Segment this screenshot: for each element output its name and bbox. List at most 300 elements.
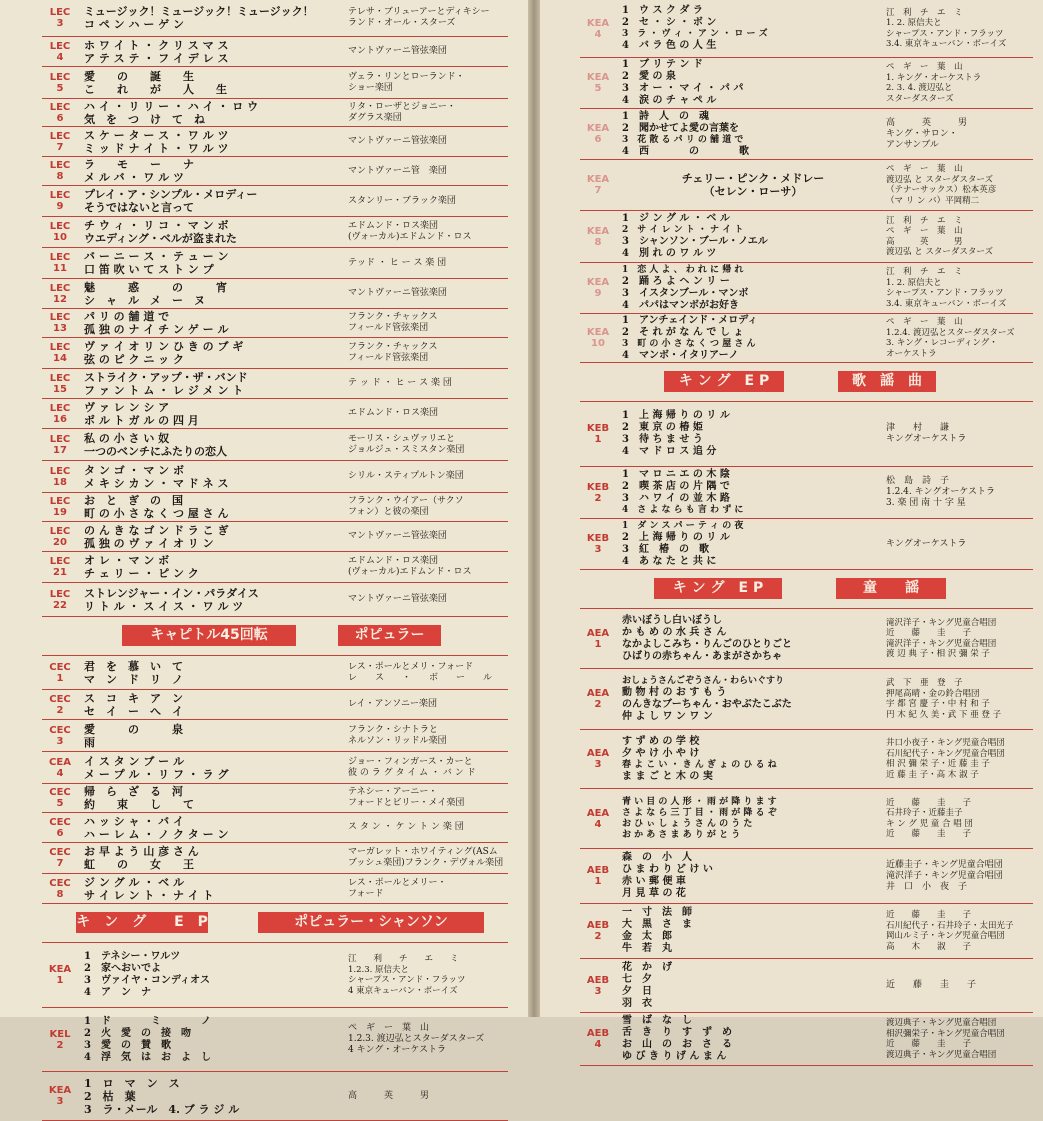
artist-credit bbox=[348, 784, 508, 812]
song-title: 3 待 ち ま せ う bbox=[622, 434, 703, 445]
catalog-number-part: 4 bbox=[594, 1039, 602, 1050]
song-title: 2 セ ・ シ ・ ボ ン bbox=[622, 17, 717, 28]
song-title: ひばりの赤ちゃん・あまがさかちゃ bbox=[622, 650, 782, 662]
catalog-number bbox=[580, 263, 616, 313]
song-title: 一 寸 法 師 bbox=[622, 907, 692, 918]
song-titles bbox=[84, 248, 346, 278]
artist-line: 1.2.3. 原信夫と bbox=[348, 964, 410, 975]
catalog-number bbox=[580, 467, 616, 518]
song-title: 3 ヴァイヤ・コンディオス bbox=[84, 975, 210, 986]
artist-line: 石川紀代子・石井玲子・太田光子 bbox=[886, 920, 1014, 931]
artist-credit bbox=[348, 461, 508, 492]
catalog-number-part: LEC bbox=[49, 160, 71, 171]
catalog-row bbox=[42, 309, 508, 338]
catalog-number-part: 3 bbox=[594, 985, 602, 997]
song-title: メ ル バ ・ ワ ル ツ bbox=[84, 171, 184, 184]
song-title: ハ ッ シ ャ ・ バ イ bbox=[84, 814, 184, 828]
catalog-number bbox=[42, 461, 78, 492]
artist-line: ジョルジュ・スミスタン楽団 bbox=[348, 444, 465, 455]
catalog-number-part: 1 bbox=[594, 638, 602, 650]
catalog-number-part: 7 bbox=[594, 185, 602, 196]
song-title: 3 シャンソン・ブール・ノエル bbox=[622, 236, 768, 247]
song-title: す ず め の 学 校 bbox=[622, 735, 700, 747]
artist-line: キングオーケストラ bbox=[886, 538, 967, 549]
artist-line: ペ ギ ー 葉 山 bbox=[886, 317, 963, 327]
catalog-row bbox=[580, 519, 1033, 570]
artist-line: テネシー・アーニー・ bbox=[348, 787, 438, 797]
song-title: 雨 bbox=[84, 735, 95, 749]
catalog-number-part: KEA bbox=[586, 174, 610, 185]
song-titles bbox=[84, 752, 346, 783]
king-ep-popular-chanson-header bbox=[42, 904, 508, 943]
catalog-number bbox=[42, 338, 78, 368]
song-titles bbox=[84, 67, 346, 98]
song-title: おしょうさんごぞうさん・わらいぐすり bbox=[622, 675, 785, 686]
song-title: 1 上 海 帰 り の リ ル bbox=[622, 410, 730, 421]
song-title: 3 ハ ワ イ の 並 木 路 bbox=[622, 493, 730, 504]
song-title: 4 パパはマンボがお好き bbox=[622, 299, 739, 311]
artist-line: ペ ギ ー 葉 山 bbox=[886, 164, 963, 174]
song-title: 花 か げ bbox=[622, 961, 672, 973]
artist-line: シリル・スティプルトン楽団 bbox=[348, 471, 464, 481]
song-title: 1 マ ロ ニ エ の 木 陰 bbox=[622, 469, 730, 480]
artist-line: 高 木 淑 子 bbox=[886, 941, 972, 952]
artist-line: フランク・チャックス bbox=[348, 312, 438, 322]
catalog-number-part: KEB bbox=[586, 423, 610, 434]
song-titles bbox=[84, 338, 346, 368]
catalog-number bbox=[42, 309, 78, 337]
artist-line: 渡辺弘 と スターダスターズ bbox=[886, 247, 993, 257]
catalog-number bbox=[42, 813, 78, 842]
song-title: 君 を 慕 い て bbox=[84, 659, 183, 673]
artist-line: 石川紀代子・キング児童合唱団 bbox=[886, 748, 1005, 759]
song-titles bbox=[622, 160, 884, 210]
artist-credit bbox=[348, 399, 508, 428]
song-title: リ ト ル ・ ス イ ス ・ ワ ル ツ bbox=[84, 599, 244, 613]
artist-credit bbox=[348, 552, 508, 582]
artist-credit bbox=[348, 583, 508, 616]
song-titles bbox=[622, 58, 884, 108]
song-titles bbox=[84, 99, 346, 126]
song-titles bbox=[84, 429, 346, 460]
catalog-number bbox=[42, 67, 78, 98]
catalog-number bbox=[580, 314, 616, 362]
catalog-row bbox=[580, 263, 1033, 314]
catalog-number bbox=[580, 730, 616, 788]
artist-line: マントヴァーニ管弦楽団 bbox=[348, 46, 447, 56]
catalog-number bbox=[580, 58, 616, 108]
catalog-number-part: 2 bbox=[56, 704, 64, 716]
artist-line: 彼 の ラ グ タ イ ム ・ バ ン ド bbox=[348, 767, 476, 778]
catalog-number-part: 3 bbox=[594, 759, 602, 770]
artist-line: ペ ギ ー 葉 山 bbox=[886, 226, 963, 236]
artist-line: ショー楽団 bbox=[348, 82, 393, 93]
song-title: 2 聞かせてよ愛の言葉を bbox=[622, 122, 739, 134]
catalog-number bbox=[580, 959, 616, 1012]
artist-line: 渡 辺 典 子・相 沢 彌 栄 子 bbox=[886, 649, 990, 659]
artist-line: エドムンド・ロス楽団 bbox=[348, 221, 439, 231]
artist-credit bbox=[886, 58, 1033, 108]
series-banner: キ ン グ E P bbox=[664, 371, 784, 392]
artist-line: マントヴァーニ管弦楽団 bbox=[348, 288, 447, 298]
artist-line: アンサンブル bbox=[886, 139, 939, 150]
song-title: お か あ さ ま あ り が と う bbox=[622, 829, 741, 840]
artist-credit bbox=[348, 369, 508, 398]
song-title: オ レ ・ マ ン ボ bbox=[84, 554, 170, 567]
catalog-number-part: 7 bbox=[56, 858, 64, 869]
song-titles bbox=[622, 109, 884, 159]
song-title: 口 笛 吹 い て ス ト ン プ bbox=[84, 263, 214, 276]
artist-credit bbox=[348, 186, 508, 216]
catalog-number-part: 12 bbox=[53, 293, 67, 305]
song-title: チェリー・ピンク・メドレー bbox=[681, 172, 825, 185]
catalog-number-part: 22 bbox=[53, 599, 67, 611]
song-title: 雪 ば な し bbox=[622, 1015, 692, 1026]
catalog-row bbox=[580, 314, 1033, 363]
catalog-number bbox=[42, 399, 78, 428]
catalog-number-part: LEC bbox=[49, 282, 71, 294]
catalog-row bbox=[42, 874, 508, 904]
capitol-popular-header bbox=[42, 617, 508, 656]
song-title: （セレン・ローサ） bbox=[703, 185, 803, 198]
artist-line: 円 木 紀 久 美・武 下 亜 登 子 bbox=[886, 709, 1002, 720]
song-title: 1 テネシー・ワルツ bbox=[84, 951, 181, 962]
artist-line: マントヴァーニ管弦楽団 bbox=[348, 594, 447, 604]
artist-line: 岡山ルミ子・キング児童合唱団 bbox=[886, 931, 1005, 941]
catalog-row bbox=[580, 109, 1033, 160]
song-title: お と ぎ の 国 bbox=[84, 494, 183, 507]
catalog-number-part: KEA bbox=[586, 123, 610, 134]
song-title: マ ン ド リ ノ bbox=[84, 672, 183, 686]
catalog-number bbox=[42, 493, 78, 521]
catalog-number bbox=[42, 656, 78, 689]
song-title: 2 そ れ が な ん で し ょ bbox=[622, 326, 744, 338]
artist-credit bbox=[348, 0, 508, 36]
artist-line: マントヴァーニ管 楽団 bbox=[348, 165, 447, 176]
catalog-number bbox=[42, 583, 78, 616]
catalog-number-part: LEC bbox=[49, 40, 71, 52]
catalog-row bbox=[580, 160, 1033, 211]
artist-credit bbox=[348, 429, 508, 460]
song-title: 羽 衣 bbox=[622, 997, 652, 1009]
song-title: 2 火 愛 の 接 吻 bbox=[84, 1027, 191, 1039]
artist-line: 滝沢洋子・キング児童合唱団 bbox=[886, 617, 997, 628]
catalog-number-part: CEC bbox=[49, 661, 71, 673]
catalog-row bbox=[42, 461, 508, 493]
song-title: お 山 の お さ る bbox=[622, 1039, 732, 1050]
artist-credit bbox=[348, 279, 508, 308]
artist-line: 津 村 謙 bbox=[886, 423, 950, 433]
catalog-row bbox=[42, 0, 508, 37]
song-title: イ ス タ ン ブ ー ル bbox=[84, 754, 184, 768]
catalog-row bbox=[42, 429, 508, 461]
artist-line: マントヴァーニ管弦楽団 bbox=[348, 136, 447, 146]
catalog-number-part: 10 bbox=[53, 232, 67, 243]
song-title: ジ ン グ ル ・ ベ ル bbox=[84, 875, 184, 889]
song-title: 動 物 村 の お す も う bbox=[622, 686, 727, 698]
song-titles bbox=[84, 720, 346, 751]
artist-line: 渡辺弘 と スターダスターズ bbox=[886, 174, 993, 185]
artist-credit bbox=[886, 730, 1033, 788]
artist-line: シャープス・アンド・フラッツ bbox=[886, 28, 1004, 39]
catalog-number-part: KEA bbox=[48, 964, 72, 975]
song-title: コ ペ ン ハ ー ゲ ン bbox=[84, 18, 184, 31]
artist-credit bbox=[886, 959, 1033, 1012]
song-titles bbox=[84, 0, 346, 36]
catalog-number-part: LEC bbox=[49, 556, 71, 567]
catalog-row bbox=[42, 656, 508, 690]
catalog-number-part: 8 bbox=[56, 888, 64, 900]
catalog-number bbox=[42, 99, 78, 126]
song-titles bbox=[84, 37, 346, 66]
catalog-number bbox=[42, 186, 78, 216]
song-titles bbox=[622, 904, 884, 958]
song-title: 2 喫 茶 店 の 片 隅 で bbox=[622, 481, 730, 492]
catalog-row bbox=[580, 849, 1033, 904]
catalog-number bbox=[42, 157, 78, 185]
song-title: 私 の 小 さ い 奴 bbox=[84, 431, 170, 445]
left-catalog-column bbox=[42, 0, 508, 1121]
catalog-row bbox=[580, 789, 1033, 849]
series-banner: キ ン グ E P bbox=[654, 578, 782, 599]
song-title: 月 見 草 の 花 bbox=[622, 888, 686, 899]
song-title: 3 紅 椿 の 歌 bbox=[622, 543, 709, 555]
artist-credit bbox=[348, 309, 508, 337]
song-title: チ ェ リ ー ・ ピ ン ク bbox=[84, 567, 199, 580]
artist-line: マントヴァーニ管弦楽団 bbox=[348, 531, 447, 541]
catalog-number-part: 5 bbox=[56, 798, 64, 809]
catalog-number-part: 16 bbox=[53, 413, 67, 425]
artist-line: 3. 楽 団 南 十 字 星 bbox=[886, 498, 966, 508]
artist-credit bbox=[348, 99, 508, 126]
artist-line: スタンリー・ブラック楽団 bbox=[348, 195, 456, 206]
artist-line: 近 藤 圭 子 bbox=[886, 628, 972, 638]
artist-line: レイ・アンソニー楽団 bbox=[348, 699, 438, 709]
song-title: 3 町 の 小 さ な く つ 屋 さ ん bbox=[622, 338, 756, 349]
song-titles bbox=[622, 519, 884, 569]
artist-credit bbox=[348, 493, 508, 521]
catalog-number bbox=[42, 127, 78, 156]
song-title: 3 オ ー ・ マ イ ・ パ パ bbox=[622, 83, 744, 94]
song-title: ゆ び き り げ ん ま ん bbox=[622, 1051, 727, 1062]
artist-line: フィールド管弦楽団 bbox=[348, 323, 429, 333]
catalog-number bbox=[42, 720, 78, 751]
catalog-number-part: AEB bbox=[586, 1028, 610, 1039]
song-title: 3 ラ ・ ヴ ィ ・ ア ン ・ ロ ー ズ bbox=[622, 29, 768, 39]
song-title: フ ァ ン ト ム ・ レ ジ メ ン ト bbox=[84, 383, 244, 397]
song-title: ハ イ ・ リ リ ー ・ ハ イ ・ ロ ウ bbox=[84, 99, 259, 113]
artist-credit bbox=[348, 522, 508, 551]
song-title: のんきなブーちゃん・おやぶたこぶた bbox=[622, 698, 792, 710]
song-title: 町 の 小 さ な く つ 屋 さ ん bbox=[84, 507, 229, 520]
artist-line: 武 下 亜 登 子 bbox=[886, 678, 963, 688]
catalog-number-part: 2 bbox=[594, 931, 602, 942]
artist-line: 江 利 チ エ ミ bbox=[886, 215, 963, 226]
catalog-number-part: 4 bbox=[56, 51, 64, 63]
genre-banner: 童 謡 bbox=[836, 578, 946, 599]
artist-line: キング・サロン・ bbox=[886, 128, 958, 139]
catalog-number bbox=[42, 784, 78, 812]
catalog-number bbox=[42, 369, 78, 398]
song-title: ひ ま わ り ど け い bbox=[622, 864, 713, 875]
song-title: 春 よ こ い ・ き ん ぎ ょ の ひ る ね bbox=[622, 759, 777, 770]
song-title: 1 ブ リ テ ン ド bbox=[622, 59, 703, 70]
catalog-number-part: LEC bbox=[49, 190, 71, 201]
song-title: メ ー プ ル ・ リ フ ・ ラ グ bbox=[84, 767, 229, 781]
song-title: パ リ の 舗 道 で bbox=[84, 310, 170, 323]
catalog-number-part: LEC bbox=[49, 496, 71, 507]
song-title: 赤 い 郵 便 車 bbox=[622, 876, 686, 887]
king-ep-doyo-header bbox=[580, 570, 1033, 609]
artist-line: 滝沢洋子・キング児童合唱団 bbox=[886, 638, 997, 649]
catalog-number-part: 14 bbox=[53, 353, 67, 364]
catalog-number-part: LEC bbox=[49, 221, 71, 232]
catalog-row bbox=[42, 1008, 508, 1072]
song-title: 2 枯 葉 bbox=[84, 1089, 136, 1103]
catalog-number-part: 18 bbox=[53, 476, 67, 488]
song-title: 2 上 海 帰 り の リ ル bbox=[622, 531, 730, 543]
song-title: 愛 の 誕 生 bbox=[84, 69, 194, 83]
catalog-number-part: 3 bbox=[594, 544, 602, 555]
song-title: そうではないと言って bbox=[84, 201, 194, 214]
artist-line: 近藤圭子・キング児童合唱団 bbox=[886, 859, 1003, 870]
catalog-number bbox=[42, 1008, 78, 1071]
catalog-number-part: 1 bbox=[56, 672, 64, 684]
song-titles bbox=[622, 0, 884, 57]
song-title: 気 を つ け て ね bbox=[84, 112, 205, 126]
song-titles bbox=[84, 279, 346, 308]
catalog-row bbox=[580, 467, 1033, 519]
song-titles bbox=[622, 849, 884, 903]
catalog-number-part: 21 bbox=[53, 567, 67, 578]
song-title: 4 マンボ・イタリアーノ bbox=[622, 349, 739, 361]
artist-credit bbox=[886, 0, 1033, 57]
song-title: チ ウ ィ ・ リ コ ・ マ ン ボ bbox=[84, 219, 229, 232]
catalog-number-part: AEA bbox=[586, 748, 610, 759]
artist-line: シャープス・アンド・フラッツ bbox=[886, 288, 1004, 298]
song-titles bbox=[622, 959, 884, 1012]
song-titles bbox=[84, 186, 346, 216]
song-title: 2 家へおいでよ bbox=[84, 963, 161, 974]
artist-line: 3. キング・レコーディング・ bbox=[886, 338, 998, 348]
artist-line: 江 利 チ エ ミ bbox=[886, 7, 963, 18]
catalog-number-part: 5 bbox=[56, 82, 64, 94]
catalog-row bbox=[42, 813, 508, 843]
artist-credit bbox=[348, 843, 508, 873]
song-title: 3 愛 の 賛 歌 bbox=[84, 1039, 171, 1051]
artist-line: 1.2.3. 渡辺弘とスターダスターズ bbox=[348, 1034, 485, 1044]
artist-line: ランド・オール・スターズ bbox=[348, 18, 456, 28]
song-title: ま ま ご と 木 の 実 bbox=[622, 770, 713, 782]
artist-line: 1.2.4. 渡辺弘とスターダスターズ bbox=[886, 327, 1015, 338]
series-banner: キャピトル45回転 bbox=[122, 625, 296, 646]
artist-credit bbox=[886, 314, 1033, 362]
artist-line: フォードとビリー・メイ楽団 bbox=[348, 798, 465, 808]
catalog-number bbox=[580, 211, 616, 262]
song-title: 森 の 小 人 bbox=[622, 852, 692, 863]
catalog-number-part: 17 bbox=[53, 444, 67, 456]
song-title: セ イ ー へ イ bbox=[84, 704, 183, 718]
artist-credit bbox=[886, 211, 1033, 262]
catalog-number-part: CEC bbox=[49, 816, 71, 828]
catalog-number bbox=[580, 402, 616, 466]
song-title: ア テ ス テ ・ フ イ デ レ ス bbox=[84, 51, 229, 65]
catalog-number-part: 1 bbox=[594, 876, 602, 887]
catalog-number-part: 6 bbox=[56, 112, 64, 124]
artist-line: ス タ ン ・ ケ ン ト ン 楽 団 bbox=[348, 822, 464, 832]
catalog-number bbox=[580, 519, 616, 569]
catalog-number-part: AEA bbox=[586, 688, 610, 699]
catalog-number bbox=[580, 849, 616, 903]
artist-line: フィールド管弦楽団 bbox=[348, 353, 429, 363]
catalog-number-part: LEC bbox=[49, 342, 71, 353]
catalog-number-part: CEC bbox=[49, 877, 71, 889]
artist-credit bbox=[348, 813, 508, 842]
artist-credit bbox=[348, 874, 508, 903]
catalog-number-part: 9 bbox=[56, 201, 64, 212]
song-titles bbox=[84, 399, 346, 428]
song-titles bbox=[622, 669, 884, 729]
catalog-number-part: 9 bbox=[594, 288, 602, 299]
song-titles bbox=[84, 157, 346, 185]
artist-line: (ヴォーカル)エドムンド・ロス bbox=[348, 232, 472, 242]
song-title: 2 東 京 の 椿 姫 bbox=[622, 422, 703, 433]
catalog-number-part: KEB bbox=[586, 533, 610, 544]
song-title: 仲 よ し ワ ン ワ ン bbox=[622, 710, 713, 722]
song-title: の ん き な ゴ ン ド ラ こ ぎ bbox=[84, 523, 229, 537]
artist-line: 井 口 小 夜 子 bbox=[886, 881, 968, 892]
artist-credit bbox=[886, 402, 1033, 466]
catalog-number-part: 7 bbox=[56, 141, 64, 153]
catalog-number-part: LEC bbox=[49, 7, 71, 18]
catalog-row bbox=[42, 399, 508, 429]
catalog-row bbox=[42, 99, 508, 127]
catalog-number bbox=[42, 874, 78, 903]
catalog-number-part: LEC bbox=[49, 433, 71, 445]
catalog-number-part: 4 bbox=[56, 767, 64, 779]
catalog-number bbox=[580, 669, 616, 729]
catalog-row bbox=[580, 669, 1033, 730]
artist-line: フォン）と彼の楽団 bbox=[348, 507, 429, 517]
song-title: 孤 独 の ナ イ チ ン ゲ ー ル bbox=[84, 323, 229, 336]
artist-line: ペ ギ ー 葉 山 bbox=[348, 1023, 430, 1033]
catalog-number bbox=[42, 279, 78, 308]
catalog-number-part: 8 bbox=[56, 171, 64, 182]
artist-line: 1. キング・オーケストラ bbox=[886, 72, 982, 83]
song-title: ス ケ ー タ ー ス ・ ワ ル ツ bbox=[84, 128, 229, 142]
song-title: なかよしこみち・りんごのひとりごと bbox=[622, 638, 792, 650]
catalog-number-part: 2 bbox=[56, 1039, 64, 1051]
catalog-number bbox=[42, 690, 78, 719]
artist-line: 2. 3. 4. 渡辺弘と bbox=[886, 83, 953, 93]
song-title: 1 ロ マ ン ス bbox=[84, 1076, 180, 1090]
song-title: か も め の 水 兵 さ ん bbox=[622, 626, 727, 638]
catalog-row bbox=[580, 904, 1033, 959]
song-titles bbox=[622, 314, 884, 362]
song-titles bbox=[84, 784, 346, 812]
catalog-number-part: KEA bbox=[586, 277, 610, 288]
artist-credit bbox=[348, 217, 508, 247]
song-title: ヴ ァ レ ン シ ア bbox=[84, 400, 170, 414]
song-title: 青 い 目 の 人 形 ・ 雨 が 降 り ま す bbox=[622, 796, 777, 807]
artist-line: 3.4. 東京キューバン・ボーイズ bbox=[886, 298, 1007, 309]
catalog-number-part: 19 bbox=[53, 507, 67, 518]
catalog-row bbox=[42, 67, 508, 99]
song-title: 約 束 し て bbox=[84, 798, 194, 811]
song-title: 1 ド ミ ノ bbox=[84, 1015, 211, 1027]
catalog-number-part: LEC bbox=[49, 312, 71, 323]
catalog-row bbox=[42, 493, 508, 522]
